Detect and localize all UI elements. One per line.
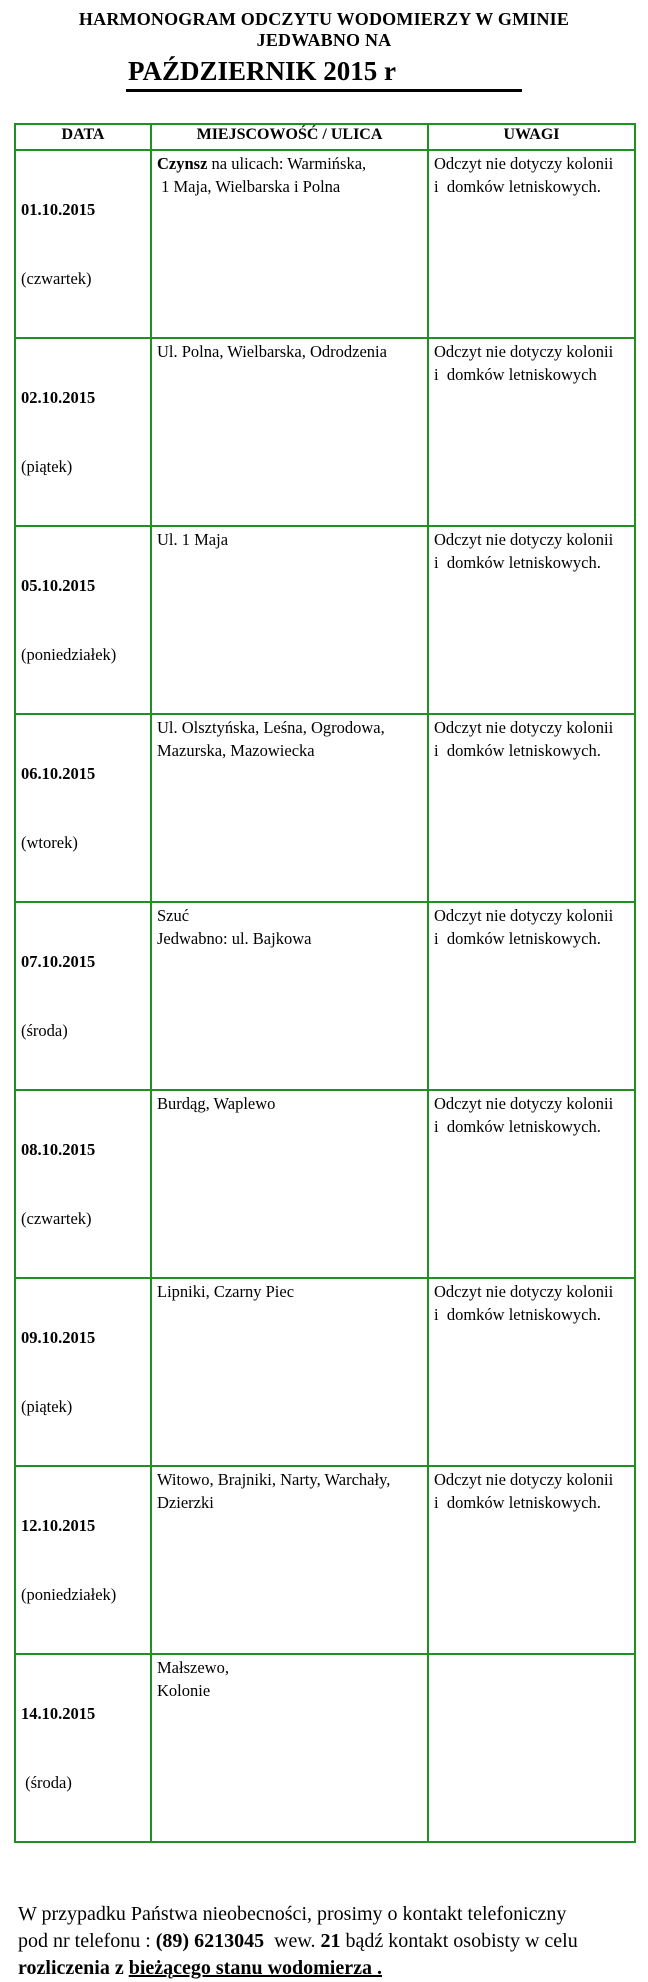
date-value: 07.10.2015 [21, 952, 96, 971]
notes-cell [428, 1654, 635, 1842]
notes-cell: Odczyt nie dotyczy kolonii i domków letniskowych. [428, 902, 635, 1090]
date-value: 06.10.2015 [21, 764, 96, 783]
weekday-value: (poniedziałek) [21, 1585, 117, 1604]
weekday-value: (czwartek) [21, 269, 92, 288]
date-value: 08.10.2015 [21, 1140, 96, 1159]
notes-cell: Odczyt nie dotyczy kolonii i domków letniskowych. [428, 526, 635, 714]
document-header [0, 0, 648, 92]
date-cell [15, 1090, 151, 1278]
weekday-value: (środa) [21, 1021, 68, 1040]
notes-cell: Odczyt nie dotyczy kolonii i domków letniskowych [428, 338, 635, 526]
weekday-value: (czwartek) [21, 1209, 92, 1228]
place-cell: Ul. 1 Maja [151, 526, 428, 714]
place-cell: Szuć Jedwabno: ul. Bajkowa [151, 902, 428, 1090]
table-row [15, 526, 635, 714]
date-cell [15, 338, 151, 526]
date-cell [15, 1278, 151, 1466]
column-header-place: MIEJSCOWOŚĆ / ULICA [151, 124, 428, 150]
weekday-value: (poniedziałek) [21, 645, 117, 664]
place-cell: Czynsz na ulicach: Warmińska, 1 Maja, Wielbarska i Polna [151, 150, 428, 338]
weekday-value: (piątek) [21, 457, 73, 476]
date-value: 14.10.2015 [21, 1704, 96, 1723]
date-cell [15, 1466, 151, 1654]
table-header-row [15, 124, 635, 150]
column-header-notes: UWAGI [428, 124, 635, 150]
table-row [15, 1278, 635, 1466]
date-cell [15, 714, 151, 902]
date-cell [15, 902, 151, 1090]
notes-cell: Odczyt nie dotyczy kolonii i domków letniskowych. [428, 1466, 635, 1654]
table-row [15, 1654, 635, 1842]
date-value: 12.10.2015 [21, 1516, 96, 1535]
date-cell [15, 526, 151, 714]
place-cell: Ul. Polna, Wielbarska, Odrodzenia [151, 338, 428, 526]
weekday-value: (wtorek) [21, 833, 78, 852]
title-month-row [0, 56, 648, 92]
title-line-2: JEDWABNO NA [256, 30, 392, 50]
place-cell: Ul. Olsztyńska, Leśna, Ogrodowa, Mazurska, Mazowiecka [151, 714, 428, 902]
table-row [15, 1466, 635, 1654]
notes-cell: Odczyt nie dotyczy kolonii i domków letniskowych. [428, 150, 635, 338]
schedule-table [14, 123, 636, 1843]
table-row [15, 1090, 635, 1278]
date-cell [15, 150, 151, 338]
place-cell: Burdąg, Waplewo [151, 1090, 428, 1278]
date-value: 01.10.2015 [21, 200, 96, 219]
date-cell [15, 1654, 151, 1842]
weekday-value: (środa) [21, 1773, 72, 1792]
table-row [15, 150, 635, 338]
date-value: 05.10.2015 [21, 576, 96, 595]
place-cell: Witowo, Brajniki, Narty, Warchały, Dzierzki [151, 1466, 428, 1654]
title-line-1: HARMONOGRAM ODCZYTU WODOMIERZY W GMINIE [78, 9, 570, 29]
schedule-table-body [15, 150, 635, 1842]
weekday-value: (piątek) [21, 1397, 73, 1416]
title-month: PAŹDZIERNIK 2015 r [126, 56, 522, 92]
date-value: 02.10.2015 [21, 388, 96, 407]
notes-cell: Odczyt nie dotyczy kolonii i domków letniskowych. [428, 1278, 635, 1466]
column-header-date: DATA [15, 124, 151, 150]
date-value: 09.10.2015 [21, 1328, 96, 1347]
place-cell: Małszewo, Kolonie [151, 1654, 428, 1842]
table-row [15, 338, 635, 526]
notes-cell: Odczyt nie dotyczy kolonii i domków letniskowych. [428, 1090, 635, 1278]
footer-note: W przypadku Państwa nieobecności, prosimy o kontakt telefoniczny pod nr telefonu : (89) 6213045 wew. 21 bądź kontakt osobisty w celu rozliczenia z bieżącego stanu wodomierza . [18, 1903, 578, 1979]
table-row [15, 902, 635, 1090]
notes-cell: Odczyt nie dotyczy kolonii i domków letniskowych. [428, 714, 635, 902]
table-row [15, 714, 635, 902]
place-cell: Lipniki, Czarny Piec [151, 1278, 428, 1466]
